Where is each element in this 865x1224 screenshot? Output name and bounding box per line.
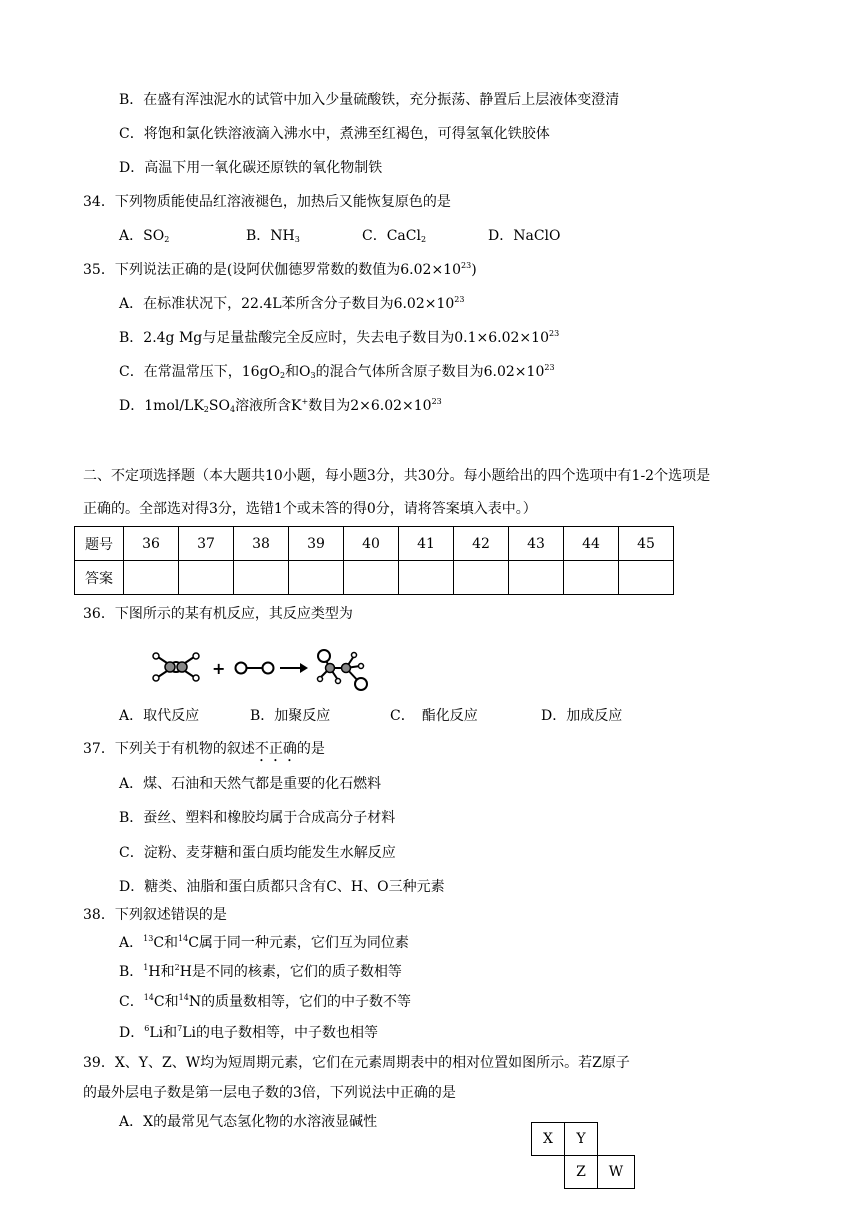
q33-option-b: B．在盛有浑浊泥水的试管中加入少量硫酸铁，充分振荡、静置后上层液体变澄清 xyxy=(119,92,620,108)
q35-option-a: A．在标准状况下，22.4L苯所含分子数目为$6.02\times 10^{23}$ xyxy=(119,295,465,312)
q34-option-d: D．NaClO xyxy=(488,228,561,244)
answer-table-number: 43 xyxy=(509,527,564,561)
answer-table-number: 38 xyxy=(234,527,289,561)
q37-stem: 37．下列关于有机物的叙述不正确的是 xyxy=(83,741,325,757)
q38-option-a: A．$^{13}$C和$^{14}$C属于同一种元素，它们互为同位素 xyxy=(119,934,409,951)
answer-table-number: 37 xyxy=(179,527,234,561)
q39-stem-line1: 39．X、Y、Z、W均为短周期元素，它们在元素周期表中的相对位置如图所示。若Z原子 xyxy=(83,1055,630,1071)
answer-table-number: 36 xyxy=(124,527,179,561)
q37-option-c: C．淀粉、麦芽糖和蛋白质均能发生水解反应 xyxy=(119,845,396,861)
section2-intro-line2: 正确的。全部选对得3分，选错1个或未答的得0分，请将答案填入表中。） xyxy=(83,501,537,517)
answer-cell[interactable] xyxy=(344,561,399,595)
q35-stem: 35．下列说法正确的是(设阿伏伽德罗常数的数值为$6.02\times 10^{23}$) xyxy=(83,261,477,278)
answer-table xyxy=(74,526,674,595)
answer-cell[interactable] xyxy=(399,561,454,595)
answer-table-label-number: 题号 xyxy=(75,527,124,561)
ethylene-molecule xyxy=(158,657,194,677)
answer-cell[interactable] xyxy=(124,561,179,595)
answer-table-number-row xyxy=(75,527,674,561)
grid-cell-w: W xyxy=(597,1155,635,1189)
q34-option-c: C．CaCl$_2$ xyxy=(362,228,427,244)
q39-stem-line2: 的最外层电子数是第一层电子数的3倍，下列说法中正确的是 xyxy=(83,1085,456,1101)
section2-intro-line1: 二、不定项选择题（本大题共10小题，每小题3分，共30分。每小题给出的四个选项中有1-2个选项是 xyxy=(83,468,711,484)
answer-table-number: 44 xyxy=(564,527,619,561)
answer-cell[interactable] xyxy=(289,561,344,595)
q35-option-d: D．$1mol/LK_2SO_4$溶液所含K+数目为$2\times 6.02\times 10^{23}$ xyxy=(119,397,442,414)
answer-table-label-answer: 答案 xyxy=(75,561,124,595)
reaction-plus: + xyxy=(212,659,226,678)
q38-option-b: B．$^1$H和$^2$H是不同的核素，它们的质子数相等 xyxy=(119,963,402,980)
q36-option-d: D．加成反应 xyxy=(541,708,623,724)
q35-option-b: B．2.4g Mg与足量盐酸完全反应时，失去电子数目为$0.1\times 6.02\times 10^{23}$ xyxy=(119,329,560,346)
reaction-diagram xyxy=(148,646,378,694)
q37-option-d: D．糖类、油脂和蛋白质都只含有C、H、O三种元素 xyxy=(119,879,445,895)
q34-option-a: A．$SO_2$ xyxy=(119,228,170,244)
grid-cell-x: X xyxy=(531,1122,565,1156)
q38-option-c: C．$^{14}$C和$^{14}$N的质量数相等，它们的中子数不等 xyxy=(119,993,412,1010)
q36-option-a: A．取代反应 xyxy=(119,708,200,724)
q36-option-b: B．加聚反应 xyxy=(250,708,331,724)
answer-cell[interactable] xyxy=(454,561,509,595)
grid-cell-y: Y xyxy=(564,1122,598,1156)
q34-stem: 34．下列物质能使品红溶液褪色，加热后又能恢复原色的是 xyxy=(83,194,451,210)
answer-cell[interactable] xyxy=(509,561,564,595)
answer-table-number: 45 xyxy=(619,527,674,561)
answer-cell[interactable] xyxy=(619,561,674,595)
q37-option-b: B．蚕丝、塑料和橡胶均属于合成高分子材料 xyxy=(119,810,396,826)
q36-option-c: C． 酯化反应 xyxy=(390,708,478,724)
q37-emphasis: 不正确 xyxy=(254,741,297,757)
answer-table-number: 41 xyxy=(399,527,454,561)
q35-option-c: C．在常温常压下，$16gO_2$和$O_3$的混合气体所含原子数目为$6.02\times 10^{23}$ xyxy=(119,363,555,380)
q38-option-d: D．$^6$Li和$^7$Li的电子数相等，中子数也相等 xyxy=(119,1024,378,1041)
q33-option-c: C．将饱和氯化铁溶液滴入沸水中，煮沸至红褐色，可得氢氧化铁胶体 xyxy=(119,126,550,142)
answer-cell[interactable] xyxy=(564,561,619,595)
q33-option-d: D．高温下用一氧化碳还原铁的氧化物制铁 xyxy=(119,160,383,176)
answer-cell[interactable] xyxy=(234,561,289,595)
answer-table-number: 42 xyxy=(454,527,509,561)
answer-table-answer-row xyxy=(75,561,674,595)
answer-table-number: 39 xyxy=(289,527,344,561)
q39-option-a: A．X的最常见气态氢化物的水溶液显碱性 xyxy=(119,1114,378,1130)
answer-cell[interactable] xyxy=(179,561,234,595)
answer-table-number: 40 xyxy=(344,527,399,561)
q34-option-b: B．$NH_3$ xyxy=(246,228,300,244)
q38-stem: 38．下列叙述错误的是 xyxy=(83,907,227,923)
q37-option-a: A．煤、石油和天然气都是重要的化石燃料 xyxy=(119,776,382,792)
grid-cell-z: Z xyxy=(564,1155,598,1189)
q36-stem: 36．下图所示的某有机反应，其反应类型为 xyxy=(83,606,353,622)
